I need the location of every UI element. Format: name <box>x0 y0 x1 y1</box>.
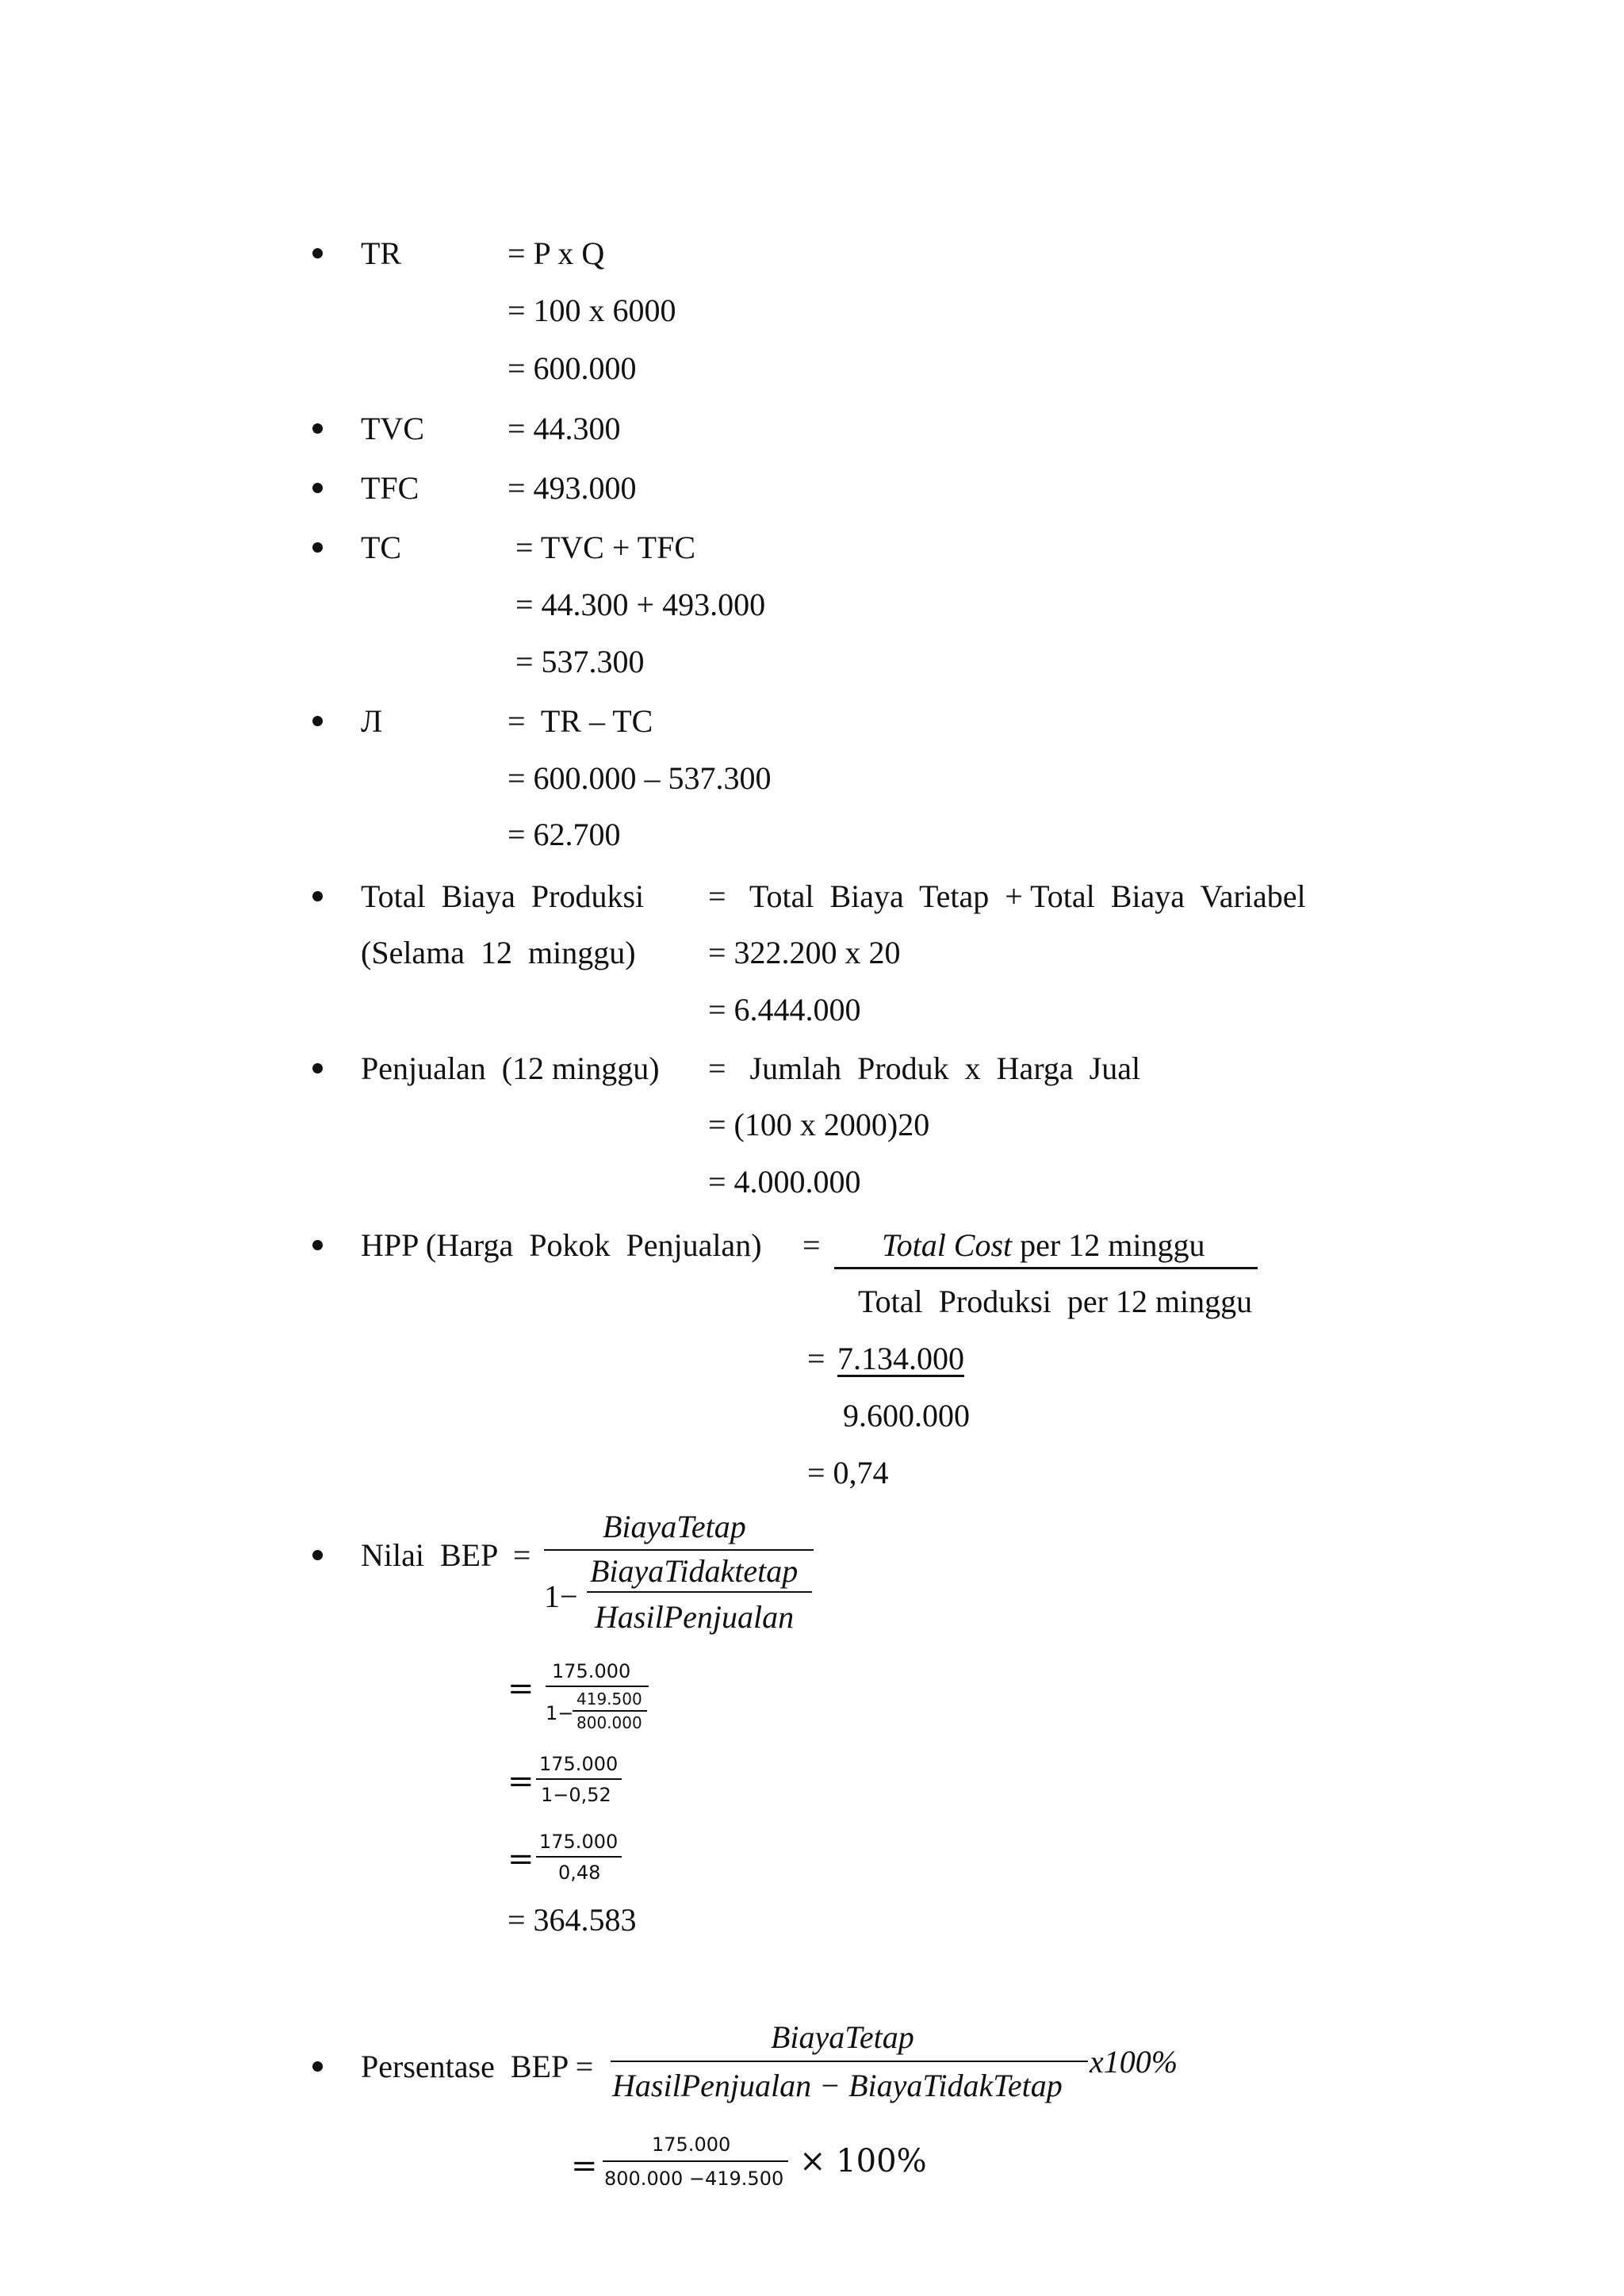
tr-result: = 600.000 <box>508 350 637 386</box>
hpp-fraction-bar <box>834 1267 1258 1269</box>
hpp-numerator-italic: Total Cost <box>882 1227 1013 1263</box>
bep-label: Nilai BEP = <box>361 1537 531 1573</box>
bullet <box>312 1550 323 1560</box>
bep-main-fraction-bar <box>544 1549 814 1551</box>
bullet <box>312 891 323 901</box>
bep-step3-fraction-bar <box>536 1856 622 1858</box>
profit-label: Л <box>361 703 383 739</box>
persen-bep-label: Persentase BEP = <box>361 2049 594 2084</box>
penjualan-result: = 4.000.000 <box>708 1164 861 1200</box>
hpp-equals-2: = <box>807 1341 825 1376</box>
penjualan-formula: = Jumlah Produk x Harga Jual <box>708 1050 1141 1086</box>
bep-step3-numerator: 175.000 <box>539 1831 619 1853</box>
bullet <box>312 2061 323 2072</box>
bullet <box>312 423 323 434</box>
bullet <box>312 542 323 553</box>
bep-inner-numerator: BiayaTidaktetap <box>590 1553 799 1589</box>
total-biaya-period: (Selama 12 minggu) <box>361 935 636 970</box>
tc-formula: = TVC + TFC <box>515 530 696 565</box>
bep-step2-numerator: 175.000 <box>539 1753 619 1775</box>
bep-inner-fraction-bar <box>587 1591 812 1593</box>
total-biaya-formula: = Total Biaya Tetap + Total Biaya Variabel <box>708 878 1306 914</box>
hpp-numerator-value: 7.134.000 <box>837 1341 964 1376</box>
tr-substitution: = 100 x 6000 <box>508 293 676 328</box>
tc-substitution: = 44.300 + 493.000 <box>515 587 766 622</box>
bep-step1-numerator: 175.000 <box>552 1660 631 1682</box>
profit-formula: = TR – TC <box>508 703 653 739</box>
bullet <box>312 248 323 258</box>
bep-numerator: BiayaTetap <box>603 1509 746 1544</box>
hpp-result: = 0,74 <box>807 1455 889 1490</box>
persen-bep-step1-suffix: × 100% <box>799 2143 927 2179</box>
bep-step3-equals: = <box>508 1841 534 1877</box>
bep-step2-denominator: 1−0,52 <box>541 1784 611 1806</box>
tvc-label: TVC <box>361 411 424 446</box>
total-biaya-label: Total Biaya Produksi <box>361 878 645 914</box>
bullet <box>312 1240 323 1250</box>
bep-inner-denominator: HasilPenjualan <box>595 1599 795 1635</box>
tvc-value: = 44.300 <box>508 411 621 446</box>
tr-label: TR <box>361 235 402 271</box>
persen-bep-numerator: BiayaTetap <box>771 2019 914 2055</box>
bep-step1-inner-fraction-bar <box>573 1710 647 1712</box>
bullet <box>312 716 323 726</box>
bep-result: = 364.583 <box>508 1902 637 1938</box>
hpp-denominator: Total Produksi per 12 minggu <box>858 1284 1253 1319</box>
hpp-equals: = <box>802 1227 821 1263</box>
persen-bep-suffix: x100% <box>1090 2044 1178 2080</box>
tfc-label: TFC <box>361 470 419 506</box>
penjualan-substitution: = (100 x 2000)20 <box>708 1107 930 1142</box>
penjualan-label: Penjualan (12 minggu) <box>361 1050 660 1086</box>
bep-step3-denominator: 0,48 <box>558 1862 601 1884</box>
persen-bep-step1-denominator: 800.000 −419.500 <box>604 2168 784 2190</box>
hpp-label: HPP (Harga Pokok Penjualan) <box>361 1227 762 1263</box>
bep-step2-fraction-bar <box>536 1778 622 1780</box>
profit-substitution: = 600.000 – 537.300 <box>508 760 772 796</box>
bullet <box>312 1063 323 1073</box>
bep-step1-inner-denominator: 800.000 <box>576 1713 642 1732</box>
total-biaya-result: = 6.444.000 <box>708 992 861 1027</box>
persen-bep-step1-equals: = <box>571 2148 598 2184</box>
hpp-denominator-value: 9.600.000 <box>843 1398 970 1433</box>
total-biaya-substitution: = 322.200 x 20 <box>708 935 901 970</box>
hpp-numerator-rest: per 12 minggu <box>1012 1227 1205 1263</box>
persen-bep-step1-fraction-bar <box>603 2160 788 2162</box>
profit-result: = 62.700 <box>508 817 621 852</box>
persen-bep-denominator: HasilPenjualan − BiayaTidakTetap <box>612 2068 1063 2103</box>
bep-step1-inner-numerator: 419.500 <box>576 1689 642 1709</box>
bep-step1-fraction-bar <box>546 1686 649 1687</box>
tfc-value: = 493.000 <box>508 470 637 506</box>
bullet <box>312 483 323 493</box>
bep-step1-one-minus: 1− <box>546 1702 574 1724</box>
bep-step2-equals: = <box>508 1763 534 1800</box>
bep-one-minus: 1− <box>544 1578 578 1614</box>
bep-step1-equals: = <box>508 1670 534 1707</box>
tr-formula: = P x Q <box>508 235 605 271</box>
tc-result: = 537.300 <box>515 644 645 679</box>
hpp-numerator <box>882 1227 1205 1263</box>
persen-bep-step1-numerator: 175.000 <box>652 2133 731 2156</box>
persen-bep-fraction-bar <box>611 2061 1088 2062</box>
tc-label: TC <box>361 530 402 565</box>
